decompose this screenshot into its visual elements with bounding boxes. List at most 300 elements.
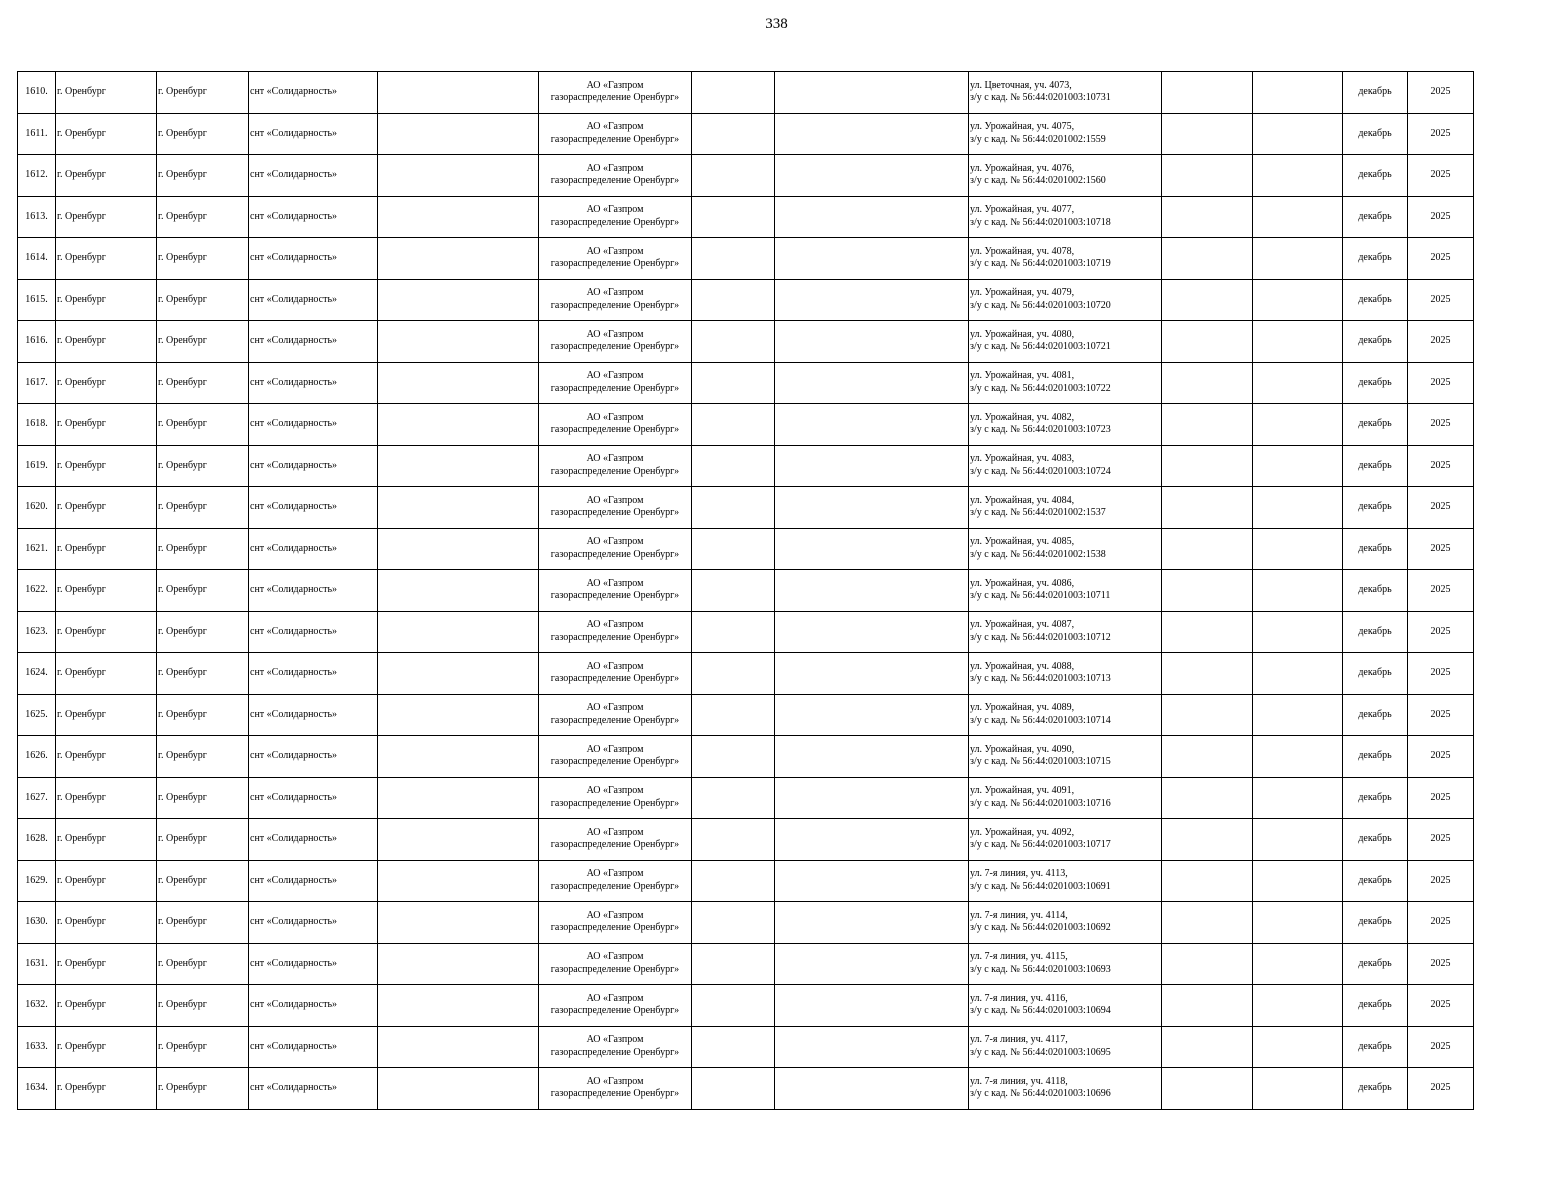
organization-line-1: АО «Газпром	[586, 453, 644, 465]
year-cell: 2025	[1408, 902, 1474, 944]
organization-cell	[539, 985, 692, 1027]
year-cell: 2025	[1408, 487, 1474, 529]
empty-cell	[692, 943, 775, 985]
organization-cell	[539, 1068, 692, 1110]
empty-cell	[1253, 113, 1343, 155]
empty-cell	[1162, 777, 1253, 819]
address-line-1: ул. Урожайная, уч. 4079,	[970, 287, 1075, 299]
empty-cell	[692, 487, 775, 529]
locality-cell: г. Оренбург	[157, 196, 249, 238]
address-line-1: ул. Урожайная, уч. 4087,	[970, 619, 1075, 631]
organization-line-2: газораспределение Оренбург»	[550, 1005, 680, 1017]
empty-cell	[1253, 362, 1343, 404]
row-number: 1623.	[18, 611, 56, 653]
table-row	[18, 1068, 1474, 1110]
table-row	[18, 487, 1474, 529]
empty-cell	[1162, 1068, 1253, 1110]
organization-line-2: газораспределение Оренбург»	[550, 175, 680, 187]
address-line-2: з/у с кад. № 56:44:0201003:10711	[970, 590, 1111, 602]
empty-cell	[378, 694, 539, 736]
empty-cell	[378, 279, 539, 321]
address-cell	[969, 943, 1162, 985]
locality-cell: г. Оренбург	[157, 777, 249, 819]
empty-cell	[1253, 445, 1343, 487]
table-row	[18, 902, 1474, 944]
organization-line-2: газораспределение Оренбург»	[550, 839, 680, 851]
row-number: 1633.	[18, 1026, 56, 1068]
registry-table-body	[18, 72, 1474, 1110]
row-number: 1614.	[18, 238, 56, 280]
row-number: 1615.	[18, 279, 56, 321]
address-line-2: з/у с кад. № 56:44:0201003:10718	[970, 216, 1111, 228]
empty-cell	[378, 819, 539, 861]
empty-cell	[775, 487, 969, 529]
address-line-2: з/у с кад. № 56:44:0201003:10694	[970, 1005, 1111, 1017]
district-cell: г. Оренбург	[56, 72, 157, 114]
registry-table	[17, 71, 1474, 1110]
address-line-2: з/у с кад. № 56:44:0201003:10693	[970, 963, 1111, 975]
empty-cell	[1253, 694, 1343, 736]
empty-cell	[1162, 694, 1253, 736]
address-line-2: з/у с кад. № 56:44:0201003:10723	[970, 424, 1111, 436]
table-row	[18, 819, 1474, 861]
organization-cell	[539, 736, 692, 778]
year-cell: 2025	[1408, 611, 1474, 653]
year-cell: 2025	[1408, 819, 1474, 861]
empty-cell	[1253, 279, 1343, 321]
district-cell: г. Оренбург	[56, 487, 157, 529]
organization-line-2: газораспределение Оренбург»	[550, 382, 680, 394]
empty-cell	[1253, 736, 1343, 778]
address-line-2: з/у с кад. № 56:44:0201003:10691	[970, 880, 1111, 892]
district-cell: г. Оренбург	[56, 653, 157, 695]
address-cell	[969, 113, 1162, 155]
empty-cell	[775, 362, 969, 404]
district-cell: г. Оренбург	[56, 155, 157, 197]
address-cell	[969, 321, 1162, 363]
address-line-1: ул. Урожайная, уч. 4085,	[970, 536, 1075, 548]
empty-cell	[1253, 943, 1343, 985]
organization-line-1: АО «Газпром	[586, 79, 644, 91]
table-row	[18, 362, 1474, 404]
empty-cell	[1162, 279, 1253, 321]
snt-cell: снт «Солидарность»	[249, 404, 378, 446]
organization-line-2: газораспределение Оренбург»	[550, 797, 680, 809]
organization-line-2: газораспределение Оренбург»	[550, 92, 680, 104]
address-cell	[969, 196, 1162, 238]
row-number: 1617.	[18, 362, 56, 404]
empty-cell	[378, 113, 539, 155]
district-cell: г. Оренбург	[56, 902, 157, 944]
snt-cell: снт «Солидарность»	[249, 238, 378, 280]
snt-cell: снт «Солидарность»	[249, 860, 378, 902]
district-cell: г. Оренбург	[56, 113, 157, 155]
empty-cell	[775, 155, 969, 197]
locality-cell: г. Оренбург	[157, 528, 249, 570]
organization-line-1: АО «Газпром	[586, 121, 644, 133]
month-cell: декабрь	[1343, 902, 1408, 944]
empty-cell	[1162, 487, 1253, 529]
address-line-2: з/у с кад. № 56:44:0201003:10719	[970, 258, 1111, 270]
empty-cell	[378, 860, 539, 902]
month-cell: декабрь	[1343, 72, 1408, 114]
address-line-1: ул. Урожайная, уч. 4092,	[970, 826, 1075, 838]
year-cell: 2025	[1408, 653, 1474, 695]
empty-cell	[692, 362, 775, 404]
organization-line-1: АО «Газпром	[586, 619, 644, 631]
address-line-2: з/у с кад. № 56:44:0201003:10714	[970, 714, 1111, 726]
organization-line-2: газораспределение Оренбург»	[550, 299, 680, 311]
empty-cell	[378, 362, 539, 404]
snt-cell: снт «Солидарность»	[249, 694, 378, 736]
district-cell: г. Оренбург	[56, 528, 157, 570]
locality-cell: г. Оренбург	[157, 238, 249, 280]
district-cell: г. Оренбург	[56, 321, 157, 363]
empty-cell	[692, 570, 775, 612]
empty-cell	[775, 902, 969, 944]
organization-line-1: АО «Газпром	[586, 287, 644, 299]
locality-cell: г. Оренбург	[157, 404, 249, 446]
address-line-1: ул. Урожайная, уч. 4076,	[970, 162, 1075, 174]
address-line-1: ул. 7-я линия, уч. 4115,	[970, 951, 1068, 963]
address-cell	[969, 819, 1162, 861]
empty-cell	[1162, 72, 1253, 114]
month-cell: декабрь	[1343, 985, 1408, 1027]
snt-cell: снт «Солидарность»	[249, 943, 378, 985]
address-line-2: з/у с кад. № 56:44:0201003:10696	[970, 1088, 1111, 1100]
organization-cell	[539, 404, 692, 446]
locality-cell: г. Оренбург	[157, 72, 249, 114]
empty-cell	[378, 528, 539, 570]
address-line-2: з/у с кад. № 56:44:0201002:1559	[970, 133, 1106, 145]
organization-line-1: АО «Газпром	[586, 411, 644, 423]
district-cell: г. Оренбург	[56, 611, 157, 653]
address-cell	[969, 1026, 1162, 1068]
snt-cell: снт «Солидарность»	[249, 985, 378, 1027]
year-cell: 2025	[1408, 196, 1474, 238]
empty-cell	[775, 985, 969, 1027]
organization-line-2: газораспределение Оренбург»	[550, 216, 680, 228]
empty-cell	[1253, 238, 1343, 280]
empty-cell	[1162, 445, 1253, 487]
empty-cell	[775, 611, 969, 653]
locality-cell: г. Оренбург	[157, 1068, 249, 1110]
empty-cell	[692, 1026, 775, 1068]
empty-cell	[1162, 653, 1253, 695]
empty-cell	[692, 528, 775, 570]
row-number: 1624.	[18, 653, 56, 695]
snt-cell: снт «Солидарность»	[249, 113, 378, 155]
organization-cell	[539, 860, 692, 902]
year-cell: 2025	[1408, 1068, 1474, 1110]
table-row	[18, 777, 1474, 819]
address-cell	[969, 155, 1162, 197]
empty-cell	[692, 445, 775, 487]
organization-line-1: АО «Газпром	[586, 328, 644, 340]
organization-cell	[539, 321, 692, 363]
address-cell	[969, 985, 1162, 1027]
empty-cell	[775, 196, 969, 238]
empty-cell	[1162, 404, 1253, 446]
organization-line-2: газораспределение Оренбург»	[550, 880, 680, 892]
year-cell: 2025	[1408, 570, 1474, 612]
empty-cell	[1253, 653, 1343, 695]
empty-cell	[1162, 736, 1253, 778]
locality-cell: г. Оренбург	[157, 1026, 249, 1068]
locality-cell: г. Оренбург	[157, 819, 249, 861]
address-cell	[969, 902, 1162, 944]
empty-cell	[378, 487, 539, 529]
empty-cell	[378, 570, 539, 612]
organization-line-1: АО «Газпром	[586, 1034, 644, 1046]
empty-cell	[775, 238, 969, 280]
address-line-2: з/у с кад. № 56:44:0201003:10722	[970, 382, 1111, 394]
district-cell: г. Оренбург	[56, 985, 157, 1027]
empty-cell	[1253, 487, 1343, 529]
address-cell	[969, 611, 1162, 653]
empty-cell	[775, 321, 969, 363]
empty-cell	[692, 1068, 775, 1110]
table-row	[18, 943, 1474, 985]
row-number: 1618.	[18, 404, 56, 446]
month-cell: декабрь	[1343, 1068, 1408, 1110]
address-line-2: з/у с кад. № 56:44:0201003:10692	[970, 922, 1111, 934]
row-number: 1611.	[18, 113, 56, 155]
organization-line-1: АО «Газпром	[586, 743, 644, 755]
year-cell: 2025	[1408, 985, 1474, 1027]
empty-cell	[692, 279, 775, 321]
month-cell: декабрь	[1343, 611, 1408, 653]
empty-cell	[1162, 860, 1253, 902]
district-cell: г. Оренбург	[56, 1026, 157, 1068]
address-cell	[969, 404, 1162, 446]
organization-line-1: АО «Газпром	[586, 204, 644, 216]
month-cell: декабрь	[1343, 238, 1408, 280]
year-cell: 2025	[1408, 694, 1474, 736]
empty-cell	[1162, 528, 1253, 570]
address-cell	[969, 694, 1162, 736]
organization-line-2: газораспределение Оренбург»	[550, 963, 680, 975]
address-line-2: з/у с кад. № 56:44:0201002:1560	[970, 175, 1106, 187]
table-row	[18, 1026, 1474, 1068]
organization-line-1: АО «Газпром	[586, 536, 644, 548]
organization-cell	[539, 653, 692, 695]
year-cell: 2025	[1408, 113, 1474, 155]
address-line-2: з/у с кад. № 56:44:0201003:10713	[970, 673, 1111, 685]
empty-cell	[775, 570, 969, 612]
empty-cell	[1253, 1068, 1343, 1110]
organization-line-1: АО «Газпром	[586, 370, 644, 382]
empty-cell	[1253, 321, 1343, 363]
empty-cell	[378, 196, 539, 238]
row-number: 1632.	[18, 985, 56, 1027]
row-number: 1620.	[18, 487, 56, 529]
organization-cell	[539, 238, 692, 280]
address-line-2: з/у с кад. № 56:44:0201003:10724	[970, 465, 1111, 477]
empty-cell	[378, 902, 539, 944]
organization-line-1: АО «Газпром	[586, 951, 644, 963]
month-cell: декабрь	[1343, 1026, 1408, 1068]
empty-cell	[1162, 155, 1253, 197]
empty-cell	[1253, 902, 1343, 944]
month-cell: декабрь	[1343, 113, 1408, 155]
row-number: 1619.	[18, 445, 56, 487]
snt-cell: снт «Солидарность»	[249, 155, 378, 197]
district-cell: г. Оренбург	[56, 238, 157, 280]
year-cell: 2025	[1408, 279, 1474, 321]
year-cell: 2025	[1408, 943, 1474, 985]
organization-cell	[539, 1026, 692, 1068]
empty-cell	[378, 155, 539, 197]
address-line-1: ул. Урожайная, уч. 4081,	[970, 370, 1075, 382]
empty-cell	[775, 777, 969, 819]
organization-cell	[539, 72, 692, 114]
locality-cell: г. Оренбург	[157, 985, 249, 1027]
organization-line-1: АО «Газпром	[586, 494, 644, 506]
snt-cell: снт «Солидарность»	[249, 1068, 378, 1110]
empty-cell	[1253, 570, 1343, 612]
row-number: 1629.	[18, 860, 56, 902]
empty-cell	[1253, 528, 1343, 570]
empty-cell	[692, 113, 775, 155]
locality-cell: г. Оренбург	[157, 943, 249, 985]
empty-cell	[378, 238, 539, 280]
locality-cell: г. Оренбург	[157, 611, 249, 653]
address-cell	[969, 653, 1162, 695]
district-cell: г. Оренбург	[56, 694, 157, 736]
snt-cell: снт «Солидарность»	[249, 445, 378, 487]
empty-cell	[1162, 1026, 1253, 1068]
address-line-2: з/у с кад. № 56:44:0201002:1537	[970, 507, 1106, 519]
address-line-1: ул. Урожайная, уч. 4084,	[970, 494, 1075, 506]
snt-cell: снт «Солидарность»	[249, 653, 378, 695]
empty-cell	[1162, 196, 1253, 238]
year-cell: 2025	[1408, 528, 1474, 570]
organization-cell	[539, 528, 692, 570]
empty-cell	[378, 1026, 539, 1068]
snt-cell: снт «Солидарность»	[249, 196, 378, 238]
organization-line-2: газораспределение Оренбург»	[550, 258, 680, 270]
district-cell: г. Оренбург	[56, 736, 157, 778]
organization-line-1: АО «Газпром	[586, 1075, 644, 1087]
empty-cell	[692, 694, 775, 736]
snt-cell: снт «Солидарность»	[249, 736, 378, 778]
year-cell: 2025	[1408, 321, 1474, 363]
organization-line-2: газораспределение Оренбург»	[550, 507, 680, 519]
address-cell	[969, 487, 1162, 529]
district-cell: г. Оренбург	[56, 777, 157, 819]
empty-cell	[1162, 611, 1253, 653]
table-row	[18, 653, 1474, 695]
row-number: 1621.	[18, 528, 56, 570]
empty-cell	[692, 238, 775, 280]
snt-cell: снт «Солидарность»	[249, 777, 378, 819]
empty-cell	[378, 736, 539, 778]
empty-cell	[775, 943, 969, 985]
table-row	[18, 694, 1474, 736]
row-number: 1627.	[18, 777, 56, 819]
organization-line-2: газораспределение Оренбург»	[550, 424, 680, 436]
month-cell: декабрь	[1343, 570, 1408, 612]
snt-cell: снт «Солидарность»	[249, 487, 378, 529]
year-cell: 2025	[1408, 155, 1474, 197]
empty-cell	[692, 155, 775, 197]
year-cell: 2025	[1408, 860, 1474, 902]
row-number: 1622.	[18, 570, 56, 612]
locality-cell: г. Оренбург	[157, 694, 249, 736]
empty-cell	[775, 445, 969, 487]
organization-cell	[539, 819, 692, 861]
month-cell: декабрь	[1343, 404, 1408, 446]
month-cell: декабрь	[1343, 819, 1408, 861]
year-cell: 2025	[1408, 404, 1474, 446]
empty-cell	[775, 1068, 969, 1110]
address-line-2: з/у с кад. № 56:44:0201003:10721	[970, 341, 1111, 353]
snt-cell: снт «Солидарность»	[249, 1026, 378, 1068]
table-row	[18, 860, 1474, 902]
address-cell	[969, 570, 1162, 612]
empty-cell	[1253, 72, 1343, 114]
row-number: 1616.	[18, 321, 56, 363]
empty-cell	[1162, 570, 1253, 612]
month-cell: декабрь	[1343, 196, 1408, 238]
month-cell: декабрь	[1343, 445, 1408, 487]
address-line-1: ул. 7-я линия, уч. 4116,	[970, 992, 1068, 1004]
row-number: 1626.	[18, 736, 56, 778]
snt-cell: снт «Солидарность»	[249, 362, 378, 404]
empty-cell	[1253, 1026, 1343, 1068]
address-line-1: ул. 7-я линия, уч. 4114,	[970, 909, 1068, 921]
month-cell: декабрь	[1343, 487, 1408, 529]
address-cell	[969, 72, 1162, 114]
address-line-1: ул. Урожайная, уч. 4088,	[970, 660, 1075, 672]
empty-cell	[692, 196, 775, 238]
address-cell	[969, 362, 1162, 404]
snt-cell: снт «Солидарность»	[249, 72, 378, 114]
organization-line-1: АО «Газпром	[586, 785, 644, 797]
organization-line-2: газораспределение Оренбург»	[550, 631, 680, 643]
address-cell	[969, 1068, 1162, 1110]
locality-cell: г. Оренбург	[157, 279, 249, 321]
empty-cell	[378, 1068, 539, 1110]
locality-cell: г. Оренбург	[157, 155, 249, 197]
organization-line-1: АО «Газпром	[586, 909, 644, 921]
district-cell: г. Оренбург	[56, 943, 157, 985]
month-cell: декабрь	[1343, 279, 1408, 321]
organization-line-2: газораспределение Оренбург»	[550, 922, 680, 934]
table-row	[18, 279, 1474, 321]
month-cell: декабрь	[1343, 736, 1408, 778]
organization-line-1: АО «Газпром	[586, 992, 644, 1004]
month-cell: декабрь	[1343, 694, 1408, 736]
organization-cell	[539, 487, 692, 529]
empty-cell	[378, 72, 539, 114]
empty-cell	[692, 72, 775, 114]
empty-cell	[775, 404, 969, 446]
empty-cell	[775, 860, 969, 902]
organization-cell	[539, 196, 692, 238]
row-number: 1630.	[18, 902, 56, 944]
empty-cell	[1162, 321, 1253, 363]
empty-cell	[1253, 196, 1343, 238]
address-line-1: ул. Урожайная, уч. 4089,	[970, 702, 1075, 714]
locality-cell: г. Оренбург	[157, 445, 249, 487]
year-cell: 2025	[1408, 238, 1474, 280]
month-cell: декабрь	[1343, 943, 1408, 985]
district-cell: г. Оренбург	[56, 445, 157, 487]
locality-cell: г. Оренбург	[157, 902, 249, 944]
address-line-1: ул. 7-я линия, уч. 4117,	[970, 1034, 1068, 1046]
